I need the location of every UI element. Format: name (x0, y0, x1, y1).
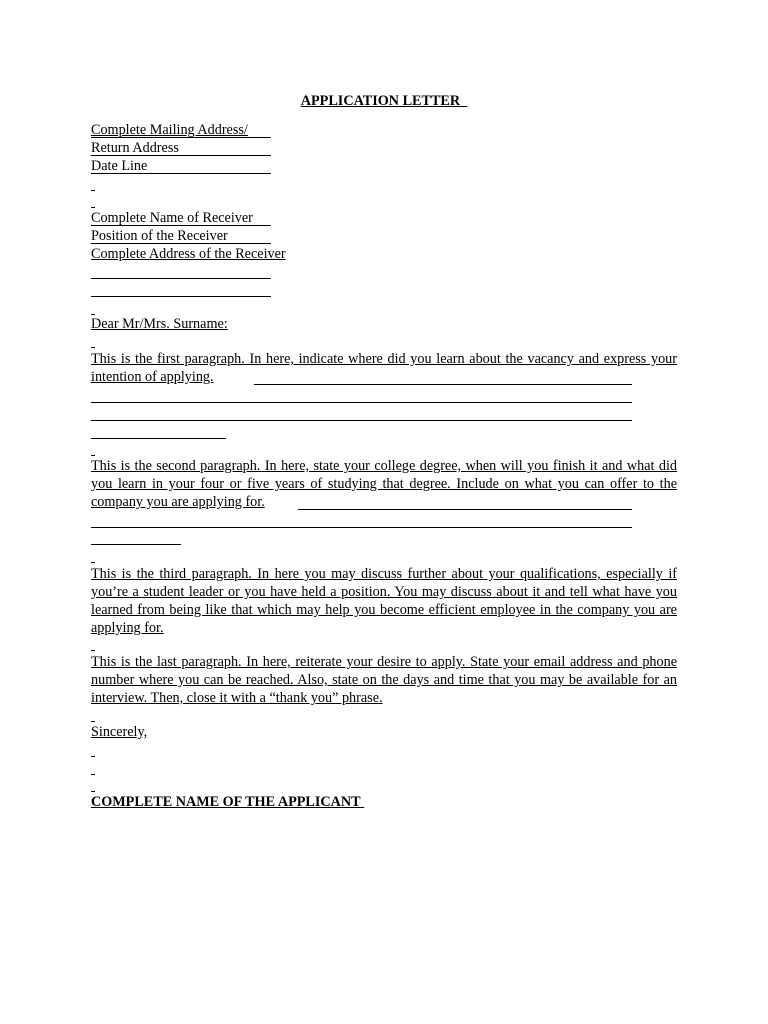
blank-line-marker (91, 190, 95, 191)
applicant-name: COMPLETE NAME OF THE APPLICANT (91, 794, 361, 810)
signature-space-marker (91, 756, 95, 757)
receiver-name-rule (91, 225, 271, 226)
signature-space-marker (91, 791, 95, 792)
title-trailing-blank (460, 93, 467, 109)
blank-line-marker (91, 347, 95, 348)
paragraph-last: This is the last paragraph. In here, reiterate your desire to apply. State your email address and phone number where you can be reached. Also, state on the days and time that you may be available for an interview. Then, close it with a “thank you” phrase. (91, 654, 677, 706)
receiver-position-rule (91, 243, 271, 244)
blank-line-marker (91, 455, 95, 456)
date-line: Date Line (91, 158, 148, 174)
salutation: Dear Mr/Mrs. Surname: (91, 316, 228, 332)
paragraph-third: This is the third paragraph. In here you may discuss further about your qualifications, especially if you’re a student leader or you have held a position. You may discuss about it and tell what have you learned from being like that which may help you become efficient employee in the company you are applying for. (91, 566, 677, 636)
page-title (0, 93, 768, 110)
blank-line-marker (91, 721, 95, 722)
paragraph-first-blank-rule (91, 438, 226, 439)
paragraph-second: This is the second paragraph. In here, state your college degree, when will you finish it and what did you learn in your four or five years of studying that degree. Include on what you can offer to the company you are applying for. (91, 458, 677, 510)
blank-line-marker (91, 207, 95, 208)
blank-line-marker (91, 562, 95, 563)
closing: Sincerely, (91, 724, 148, 740)
sender-line-2-rule (91, 155, 271, 156)
receiver-position: Position of the Receiver (91, 228, 228, 244)
paragraph-first-blank-rule (91, 420, 632, 421)
paragraph-second-blank-rule (91, 544, 181, 545)
blank-line-marker (91, 650, 95, 651)
receiver-address-blank-rule (91, 278, 271, 279)
date-line-rule (91, 173, 271, 174)
receiver-address: Complete Address of the Receiver (91, 246, 286, 262)
paragraph-first: This is the first paragraph. In here, indicate where did you learn about the vacancy and express your intention of applying. (91, 351, 677, 385)
paragraph-first-trailing-rule (254, 384, 632, 385)
receiver-name: Complete Name of Receiver (91, 210, 253, 226)
paragraph-first-blank-rule (91, 402, 632, 403)
paragraph-second-blank-rule (91, 527, 632, 528)
sender-address-line-1: Complete Mailing Address/ (91, 122, 248, 138)
signature-space-marker (91, 774, 95, 775)
blank-line-marker (91, 314, 95, 315)
sender-line-1-rule (91, 137, 271, 138)
paragraph-second-trailing-rule (298, 509, 632, 510)
sender-address-line-2: Return Address (91, 140, 179, 156)
receiver-address-blank-rule (91, 296, 271, 297)
title-text: APPLICATION LETTER (300, 93, 461, 109)
